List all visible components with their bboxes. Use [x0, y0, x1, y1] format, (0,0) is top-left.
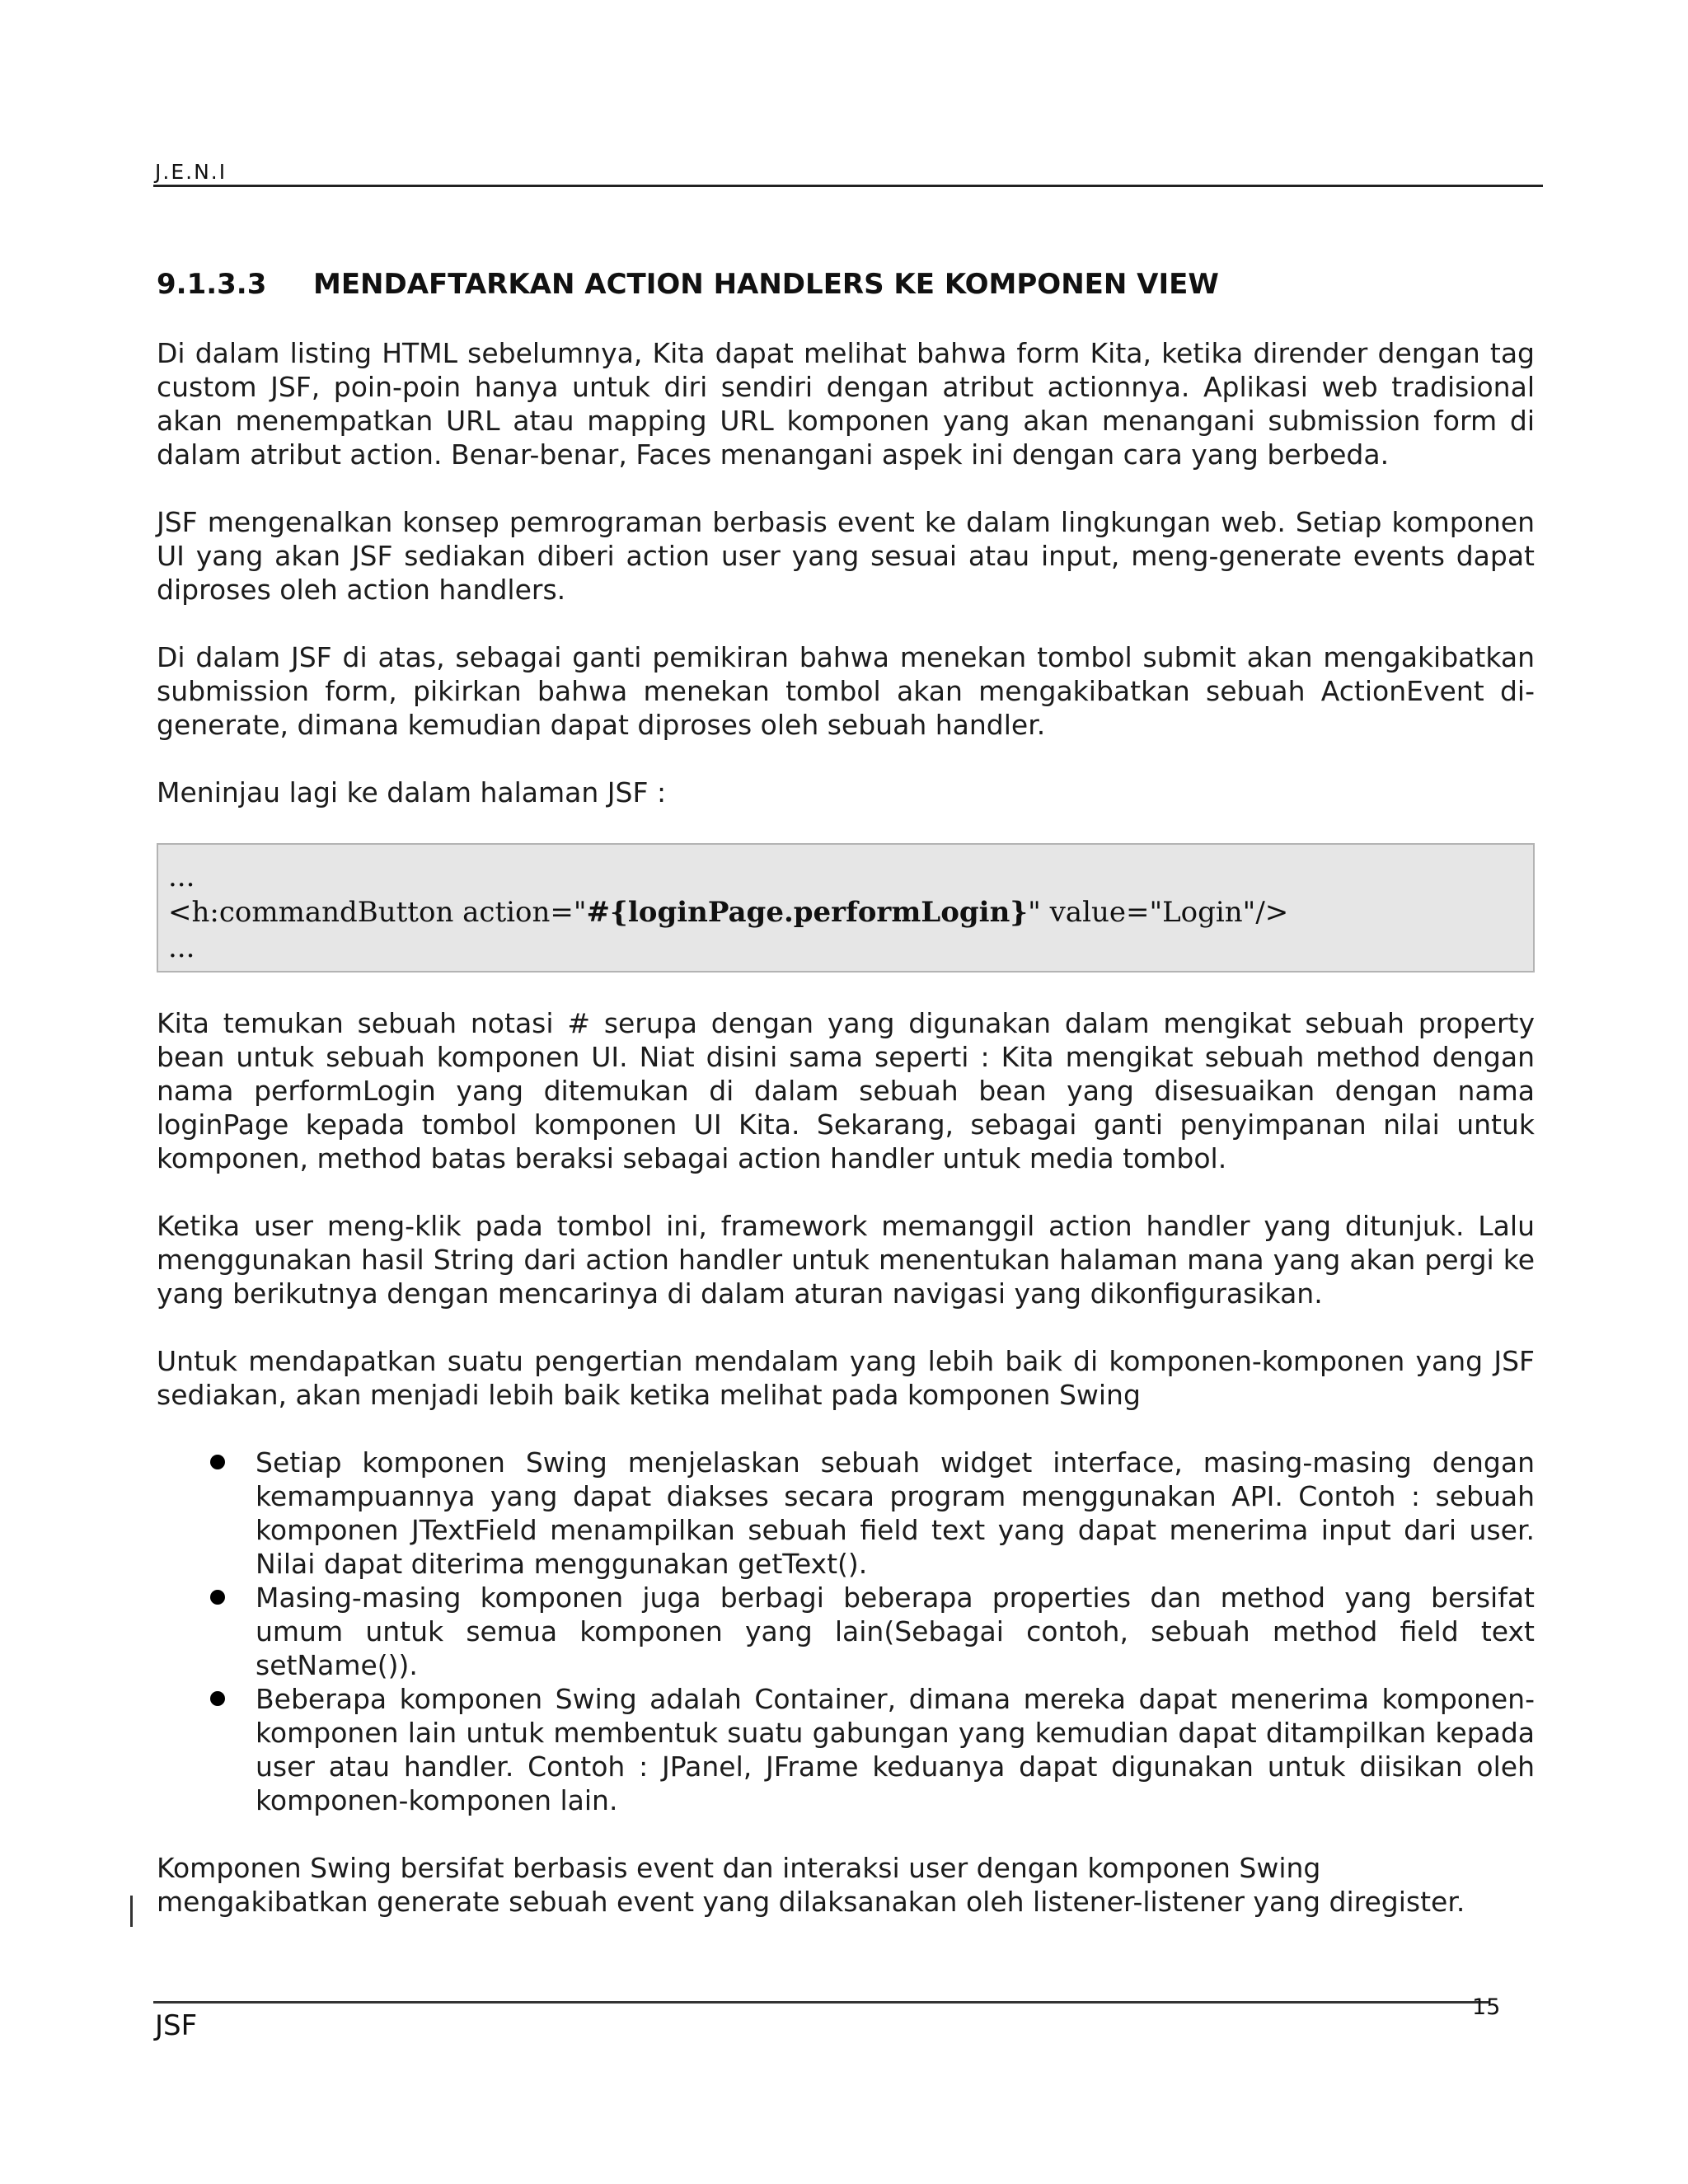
paragraph-click-flow: Ketika user meng-klik pada tombol ini, framework memanggil action handler yang ditunjuk. Lalu menggunakan hasil String dari action handler untuk menentukan halaman mana yang akan pergi ke yang berikutnya dengan mencarinya di dalam aturan navigasi yang dikonfigurasikan. — [157, 1210, 1535, 1310]
paragraph-swing-intro: Untuk mendapatkan suatu pengertian mendalam yang lebih baik di komponen-komponen yang JSF sediakan, akan menjadi lebih baik ketika melihat pada komponen Swing — [157, 1345, 1535, 1411]
list-item: Masing-masing komponen juga berbagi beberapa properties dan method yang bersifat umum untuk semua komponen yang lain(Sebagai contoh, sebuah method field text setName()). — [256, 1582, 1535, 1681]
swing-bullet-list — [157, 1446, 1535, 1817]
code-el-expression: #{loginPage.performLogin} — [586, 896, 1029, 929]
paragraph-action-event: Di dalam JSF di atas, sebagai ganti pemikiran bahwa menekan tombol submit akan mengakibatkan submission form, pikirkan bahwa menekan tombol akan mengakibatkan sebuah ActionEvent di-generate, dimana kemudian dapat diproses oleh sebuah handler. — [157, 641, 1535, 741]
code-listing — [157, 843, 1535, 972]
header-rule — [153, 185, 1543, 187]
code-line-command-button — [168, 895, 1533, 930]
section-title: MENDAFTARKAN ACTION HANDLERS KE KOMPONEN VIEW — [313, 268, 1219, 301]
running-header: J.E.N.I — [155, 160, 227, 184]
footer-rule — [153, 2001, 1489, 2004]
section-heading — [157, 268, 1219, 301]
code-suffix: " value="Login"/> — [1028, 896, 1289, 929]
list-item: Setiap komponen Swing menjelaskan sebuah widget interface, masing-masing dengan kemampuannya yang dapat diakses secara program menggunakan API. Contoh : sebuah komponen JTextField menampilkan sebuah field text yang dapat menerima input dari user. Nilai dapat diterima menggunakan getText(). — [256, 1446, 1535, 1580]
footer-title: JSF — [155, 2009, 198, 2042]
body-content — [157, 336, 1535, 1952]
paragraph-closing: Komponen Swing bersifat berbasis event dan interaksi user dengan komponen Swing mengakibatkan generate sebuah event yang dilaksanakan oleh listener-listener yang diregister. — [157, 1852, 1465, 1918]
paragraph-event-concept: JSF mengenalkan konsep pemrograman berbasis event ke dalam lingkungan web. Setiap komponen UI yang akan JSF sediakan diberi action user yang sesuai atau input, meng-generate events dapat diproses oleh action handlers. — [157, 506, 1535, 606]
code-line-ellipsis-bottom: ... — [168, 931, 195, 964]
list-item: Beberapa komponen Swing adalah Container, dimana mereka dapat menerima komponen-komponen lain untuk membentuk suatu gabungan yang kemudian dapat ditampilkan kepada user atau handler. Contoh : JPanel, JFrame keduanya dapat digunakan untuk diisikan oleh komponen-komponen lain. — [256, 1683, 1535, 1816]
section-number: 9.1.3.3 — [157, 268, 267, 301]
page-number: 15 — [1472, 1994, 1501, 2020]
code-line-ellipsis-top: ... — [168, 860, 195, 893]
code-prefix: <h:commandButton action=" — [168, 896, 587, 929]
paragraph-intro: Di dalam listing HTML sebelumnya, Kita dapat melihat bahwa form Kita, ketika dirender dengan tag custom JSF, poin-poin hanya untuk diri sendiri dengan atribut actionnya. Aplikasi web tradisional akan menempatkan URL atau mapping URL komponen yang akan menangani submission form di dalam atribut action. Benar-benar, Faces menangani aspek ini dengan cara yang berbeda. — [157, 337, 1535, 471]
paragraph-notation: Kita temukan sebuah notasi # serupa dengan yang digunakan dalam mengikat sebuah property bean untuk sebuah komponen UI. Niat disini sama seperti : Kita mengikat sebuah method dengan nama performLogin yang ditemukan di dalam sebuah bean yang disesuaikan dengan nama loginPage kepada tombol komponen UI Kita. Sekarang, sebagai ganti penyimpanan nilai untuk komponen, method batas beraksi sebagai action handler untuk media tombol. — [157, 1007, 1535, 1174]
revision-bar — [130, 1896, 133, 1927]
paragraph-review-jsf: Meninjau lagi ke dalam halaman JSF : — [157, 776, 667, 808]
